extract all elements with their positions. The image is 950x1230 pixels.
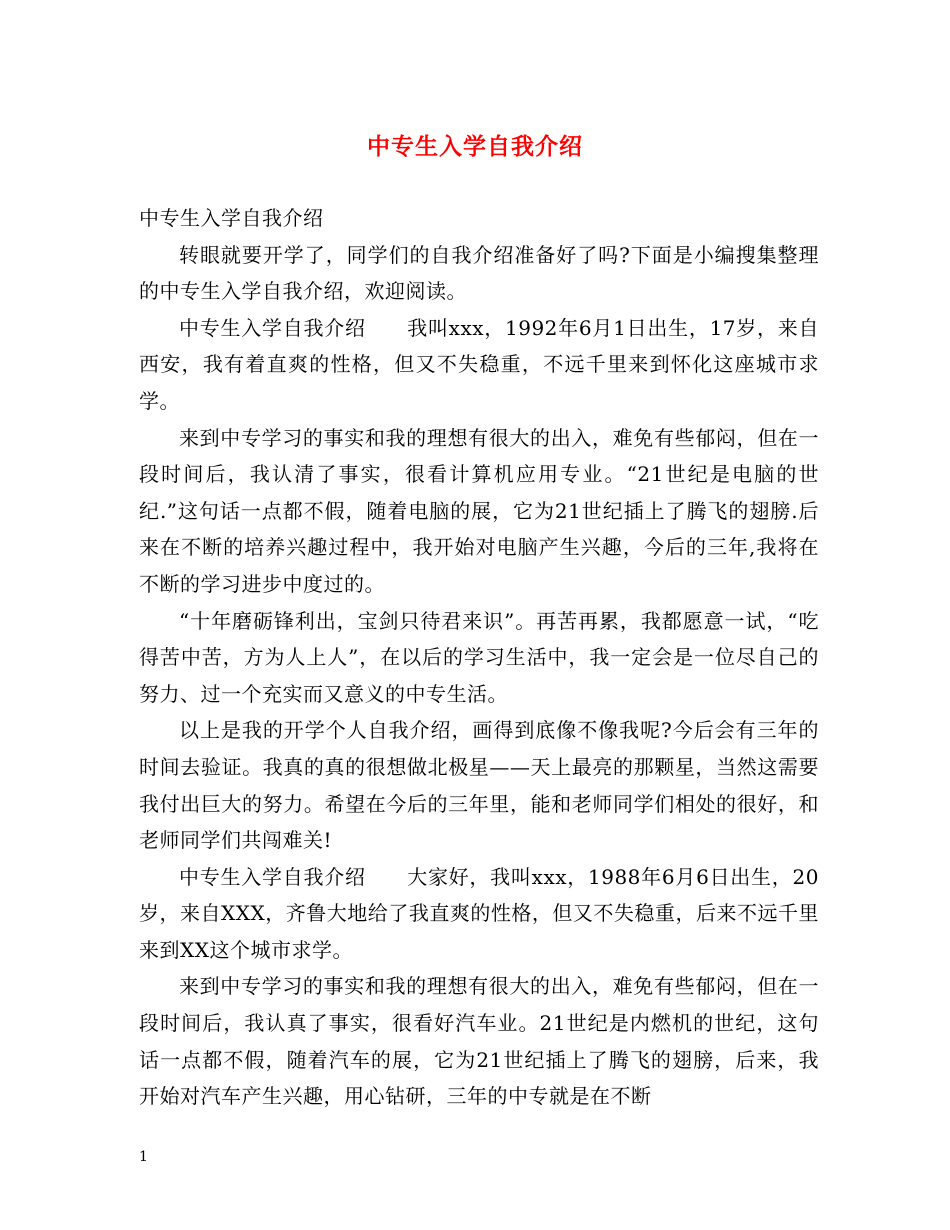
- paragraph: 中专生入学自我介绍 大家好，我叫xxx，1988年6月6日出生，20岁，来自XXX，齐鲁大地给了我直爽的性格，但又不失稳重，后来不远千里来到XX这个城市求学。: [139, 864, 819, 962]
- paragraph: 转眼就要开学了，同学们的自我介绍准备好了吗?下面是小编搜集整理的中专生入学自我介绍，欢迎阅读。: [139, 242, 819, 304]
- page-number: 1: [139, 1149, 148, 1165]
- paragraph: 来到中专学习的事实和我的理想有很大的出入，难免有些郁闷，但在一段时间后，我认真了事实，很看好汽车业。21世纪是内燃机的世纪，这句话一点都不假，随着汽车的展，它为21世纪插上了腾飞的翅膀，后来，我开始对汽车产生兴趣，用心钻研，三年的中专就是在不断: [139, 974, 819, 1109]
- document-body: [139, 200, 819, 1115]
- paragraph: 来到中专学习的事实和我的理想有很大的出入，难免有些郁闷，但在一段时间后，我认清了事实，很看计算机应用专业。“21世纪是电脑的世纪.”这句话一点都不假，随着电脑的展，它为21世纪插上了腾飞的翅膀.后来在不断的培养兴趣过程中，我开始对电脑产生兴趣，今后的三年,我将在不断的学习进步中度过的。: [139, 425, 819, 596]
- paragraph: 中专生入学自我介绍 我叫xxx，1992年6月1日出生，17岁，来自西安，我有着直爽的性格，但又不失稳重，不远千里来到怀化这座城市求学。: [139, 315, 819, 413]
- paragraph-heading: 中专生入学自我介绍: [139, 206, 324, 230]
- document-title: 中专生入学自我介绍: [367, 133, 583, 160]
- paragraph: 以上是我的开学个人自我介绍，画得到底像不像我呢?今后会有三年的时间去验证。我真的真的很想做北极星——天上最亮的那颗星，当然这需要我付出巨大的努力。希望在今后的三年里，能和老师同学们相处的很好，和老师同学们共闯难关!: [139, 718, 819, 853]
- paragraph: “十年磨砺锋利出，宝剑只待君来识”。再苦再累，我都愿意一试，“吃得苦中苦，方为人上人”，在以后的学习生活中，我一定会是一位尽自己的努力、过一个充实而又意义的中专生活。: [139, 608, 819, 706]
